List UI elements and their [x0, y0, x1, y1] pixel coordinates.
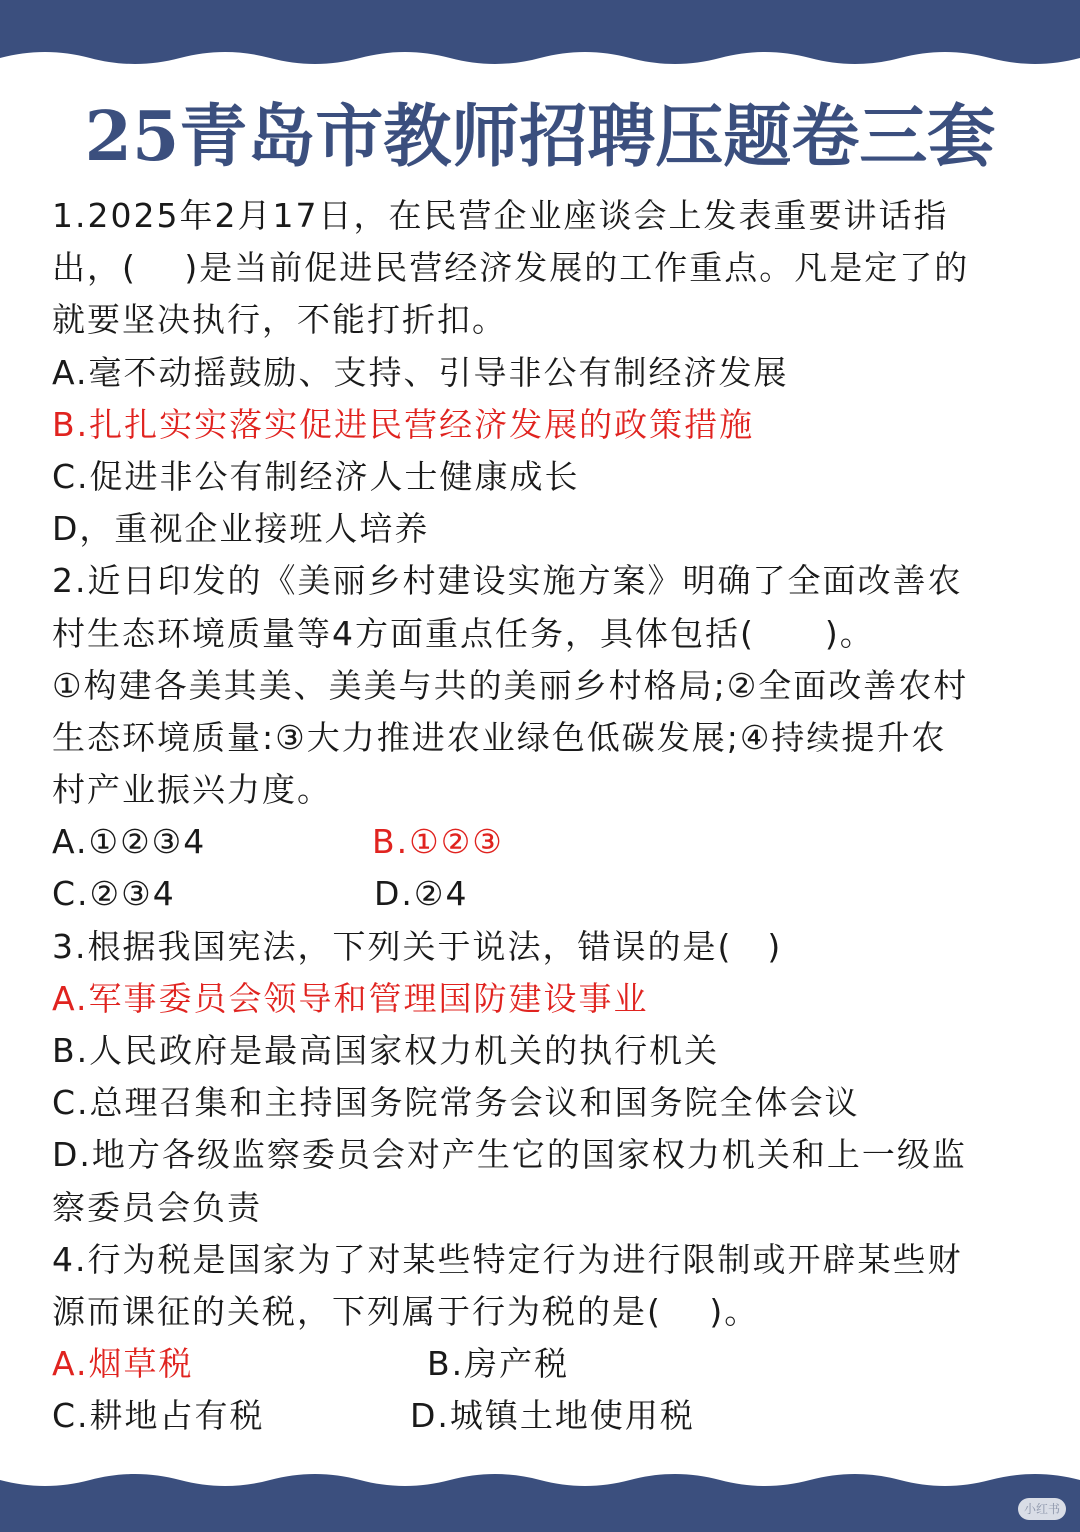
q1-option-a: A.毫不动摇鼓励、支持、引导非公有制经济发展 [52, 352, 789, 392]
question-1-line: 1.2025年2月17日，在民营企业座谈会上发表重要讲话指 [52, 196, 949, 235]
q4-option-c: C.耕地占有税 [52, 1396, 265, 1436]
q2-options-row-1 [52, 816, 1042, 868]
q4-option-b: B.房产税 [427, 1344, 570, 1384]
top-wave-banner [0, 0, 1080, 80]
q3-option-d-cont: 察委员会负责 [52, 1187, 262, 1227]
question-1-line: 就要坚决执行，不能打折扣。 [52, 300, 507, 340]
question-2-line: 村生态环境质量等4方面重点任务，具体包括( )。 [52, 613, 875, 653]
q2-option-d: D.②4 [374, 874, 469, 914]
q3-option-b: B.人民政府是最高国家权力机关的执行机关 [52, 1031, 720, 1070]
q4-option-a-answer: A.烟草税 [52, 1344, 194, 1384]
q3-option-c: C.总理召集和主持国务院常务会议和国务院全体会议 [52, 1083, 860, 1123]
question-content [52, 190, 1042, 1443]
question-4-line: 4.行为税是国家为了对某些特定行为进行限制或开辟某些财 [52, 1239, 963, 1279]
question-2-line: 生态环境质量:③大力推进农业绿色低碳发展;④持续提升农 [52, 717, 947, 757]
q1-option-c: C.促进非公有制经济人士健康成长 [52, 456, 580, 496]
q2-option-b-answer: B.①②③ [372, 822, 504, 862]
question-3-line: 3.根据我国宪法，下列关于说法，错误的是( ) [52, 926, 783, 966]
q4-options-row-1 [52, 1338, 1042, 1390]
q2-options-row-2 [52, 868, 1042, 920]
question-2-line: 村产业振兴力度。 [52, 770, 332, 810]
page-title: 25青岛市教师招聘压题卷三套 [84, 97, 996, 177]
q1-option-d: D，重视企业接班人培养 [52, 509, 430, 549]
q4-option-d: D.城镇土地使用税 [410, 1396, 695, 1436]
q3-option-a-answer: A.军事委员会领导和管理国防建设事业 [52, 978, 649, 1018]
q4-options-row-2 [52, 1390, 1042, 1442]
question-2-line: ①构建各美其美、美美与共的美丽乡村格局;②全面改善农村 [52, 665, 969, 705]
question-1-line: 出，( )是当前促进民营经济发展的工作重点。凡是定了的 [52, 248, 970, 288]
watermark-logo: 小红书 [1018, 1498, 1066, 1520]
top-wave-shape [0, 0, 1080, 64]
q2-option-c: C.②③4 [52, 874, 176, 914]
q1-option-b-answer: B.扎扎实实落实促进民营经济发展的政策措施 [52, 404, 755, 444]
q2-option-a: A.①②③4 [52, 822, 207, 862]
bottom-wave-banner [0, 1462, 1080, 1532]
q3-option-d: D.地方各级监察委员会对产生它的国家权力机关和上一级监 [52, 1135, 967, 1175]
question-2-line: 2.近日印发的《美丽乡村建设实施方案》明确了全面改善农 [52, 561, 963, 601]
question-4-line: 源而课征的关税，下列属于行为税的是( )。 [52, 1291, 760, 1331]
bottom-wave-shape [0, 1474, 1080, 1532]
